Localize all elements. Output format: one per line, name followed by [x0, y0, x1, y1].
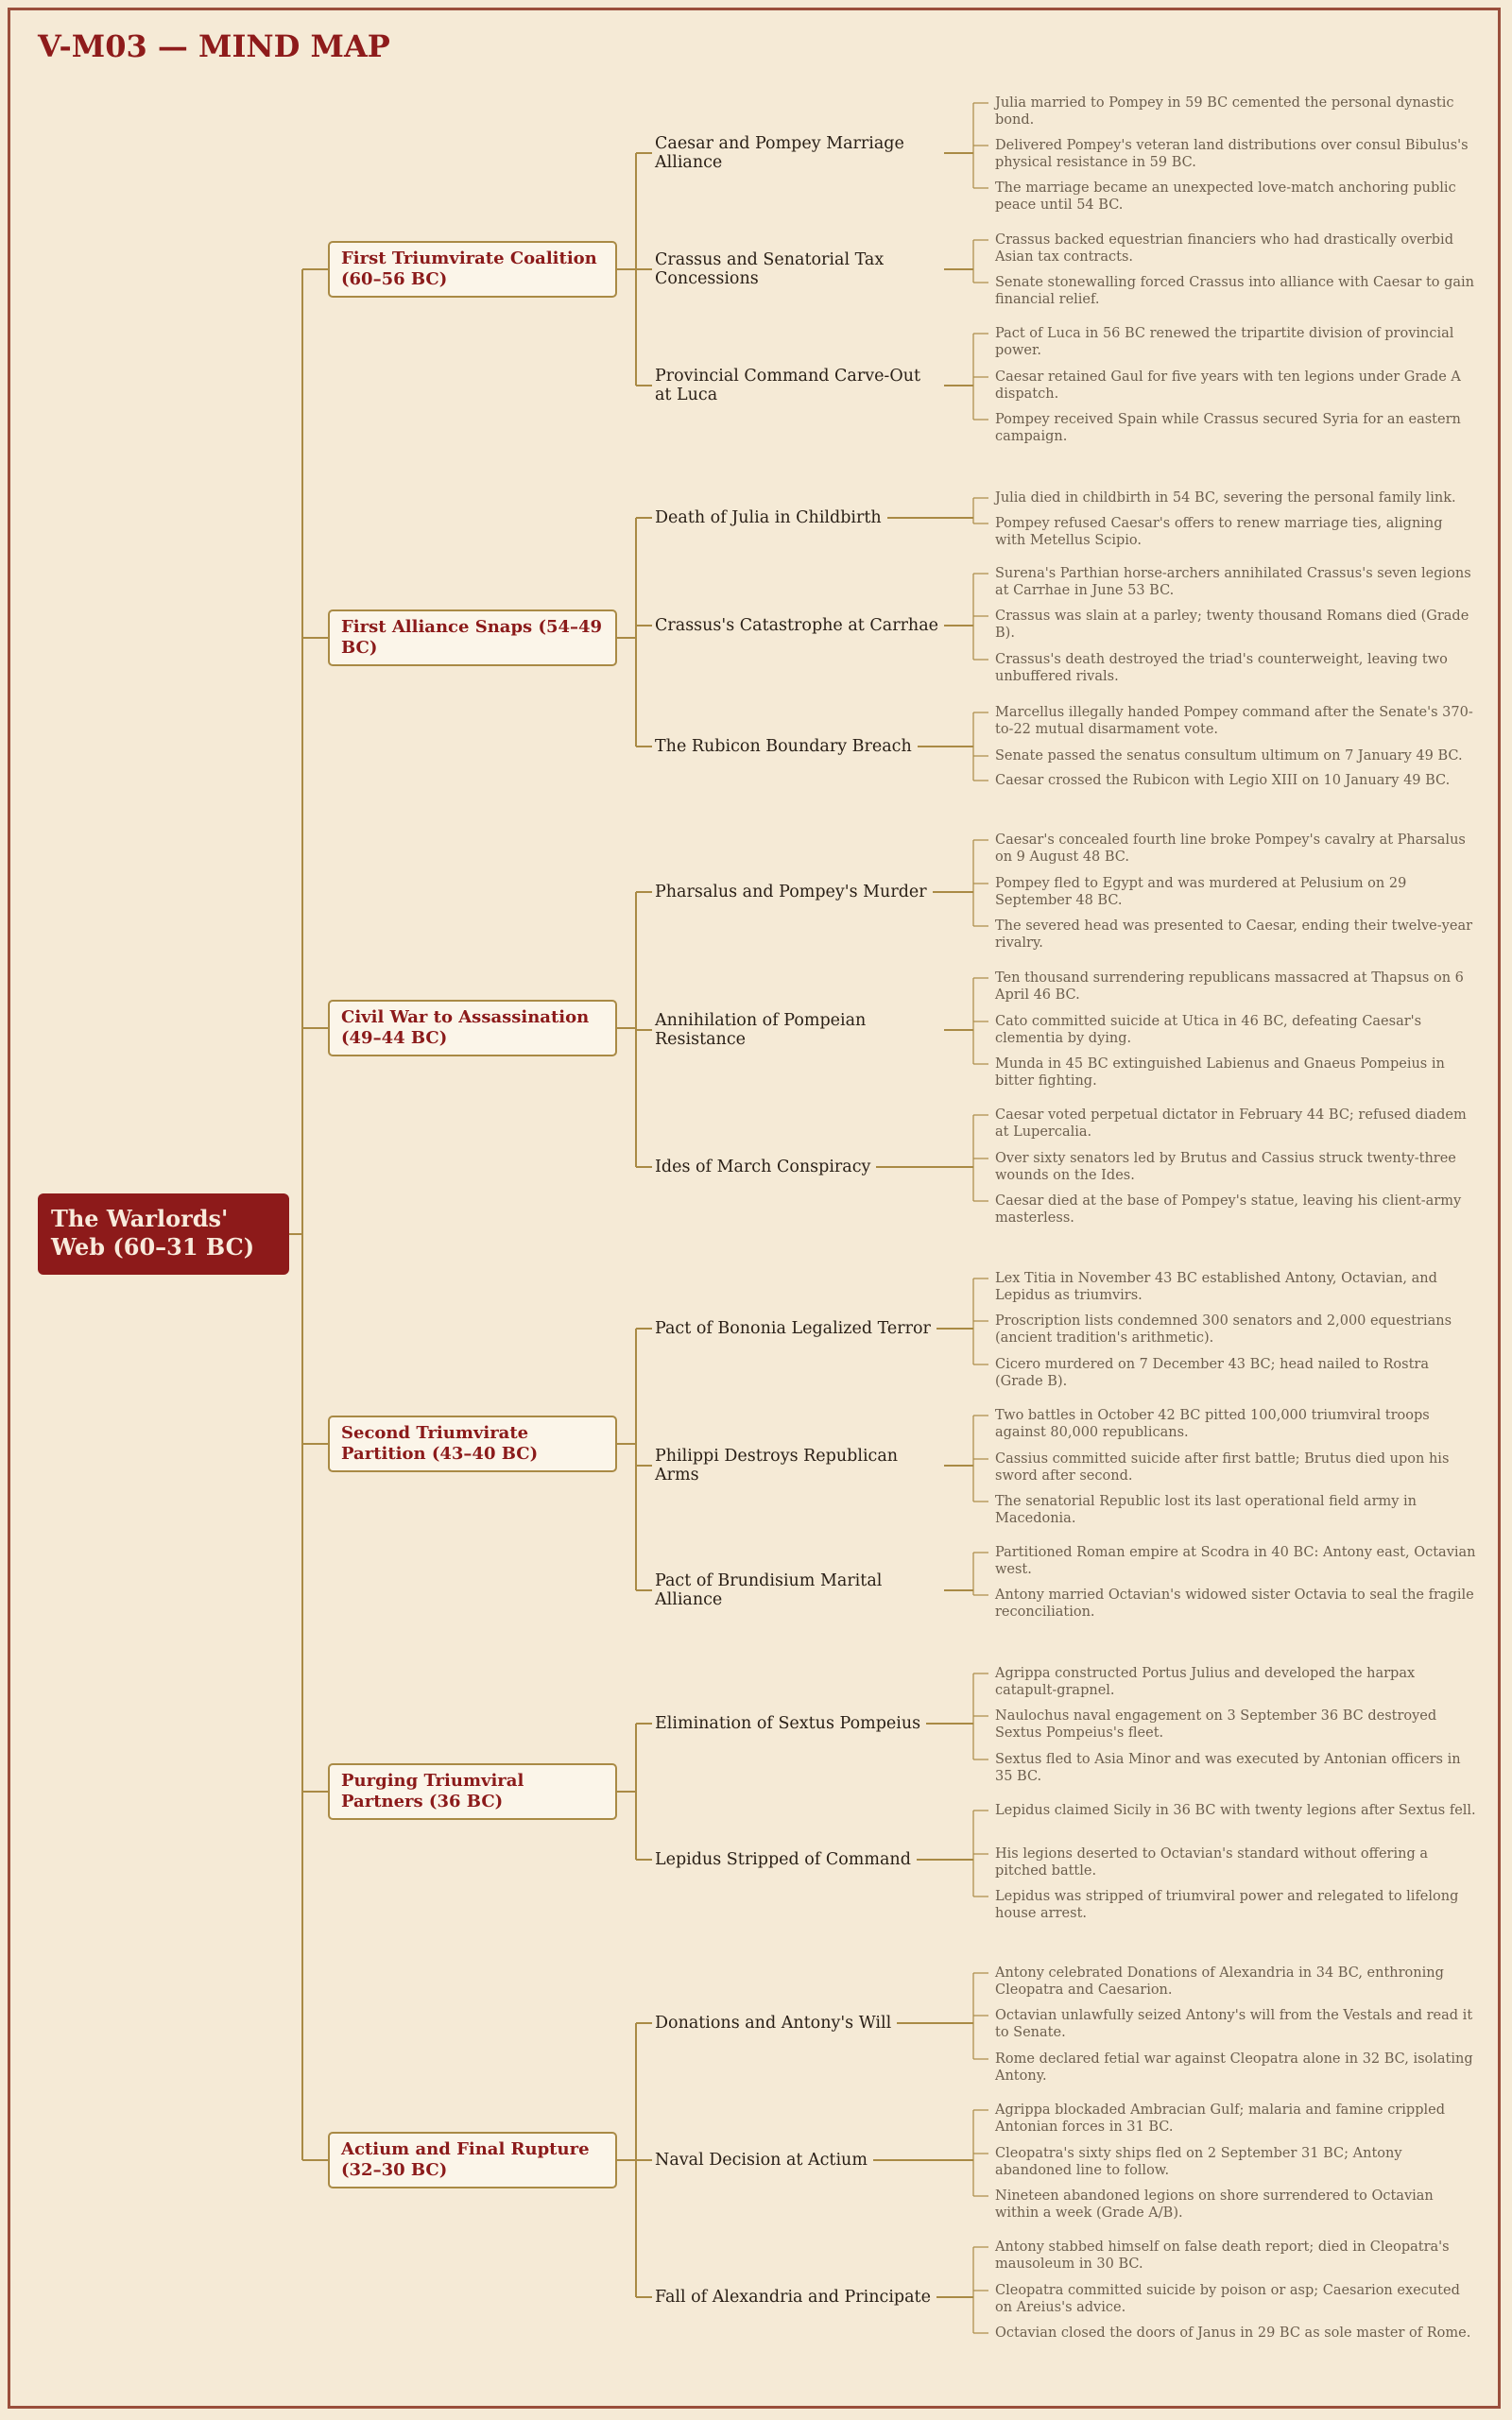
detail-item: Naulochus naval engagement on 3 September 36 BC destroyed Sextus Pompeius's fleet. — [995, 1708, 1437, 1741]
topic-node: Lepidus Stripped of Command — [655, 1850, 911, 1869]
detail-item: Lepidus was stripped of triumviral power and relegated to lifelong house arrest. — [995, 1889, 1459, 1921]
detail-item: Lepidus claimed Sicily in 36 BC with twenty legions after Sextus fell. — [995, 1803, 1476, 1818]
detail-item: Cleopatra committed suicide by poison or asp; Caesarion executed on Areius's advice. — [995, 2283, 1460, 2315]
detail-item: Senate stonewalling forced Crassus into alliance with Caesar to gain financial relief. — [995, 275, 1475, 307]
topic-node: Philippi Destroys Republican Arms — [655, 1447, 899, 1485]
topic-node: Annihilation of Pompeian Resistance — [655, 1011, 867, 1049]
branch-node: First Alliance Snaps (54–49 BC) — [328, 609, 617, 666]
topic-node: Donations and Antony's Will — [655, 2014, 892, 2033]
branch-node: Second Triumvirate Partition (43–40 BC) — [328, 1416, 617, 1472]
root-node: The Warlords' Web (60–31 BC) — [38, 1193, 289, 1275]
detail-item: Pact of Luca in 56 BC renewed the tripartite division of provincial power. — [995, 326, 1454, 358]
detail-item: Cleopatra's sixty ships fled on 2 September 31 BC; Antony abandoned line to follow. — [995, 2146, 1402, 2178]
detail-item: Sextus fled to Asia Minor and was executed by Antonian officers in 35 BC. — [995, 1752, 1461, 1784]
detail-item: Senate passed the senatus consultum ultimum on 7 January 49 BC. — [995, 748, 1463, 764]
topic-node: The Rubicon Boundary Breach — [655, 737, 912, 756]
topic-node: Crassus and Senatorial Tax Concessions — [655, 250, 885, 288]
topic-node: Pact of Brundisium Marital Alliance — [655, 1571, 883, 1609]
detail-item: Surena's Parthian horse-archers annihilated Crassus's seven legions at Carrhae in June 53 BC. — [995, 566, 1471, 598]
topic-node: Provincial Command Carve-Out at Luca — [655, 367, 920, 404]
detail-item: Crassus's death destroyed the triad's counterweight, leaving two unbuffered rivals. — [995, 652, 1448, 684]
detail-item: Caesar's concealed fourth line broke Pompey's cavalry at Pharsalus on 9 August 48 BC. — [995, 832, 1466, 865]
topic-node: Ides of March Conspiracy — [655, 1158, 871, 1176]
branch-node: Purging Triumviral Partners (36 BC) — [328, 1763, 617, 1820]
detail-item: Julia married to Pompey in 59 BC cemented the personal dynastic bond. — [995, 95, 1454, 128]
detail-item: Agrippa blockaded Ambracian Gulf; malaria and famine crippled Antonian forces in 31 BC. — [995, 2102, 1446, 2135]
detail-item: Delivered Pompey's veteran land distributions over consul Bibulus's physical resistance in 59 BC. — [995, 138, 1469, 170]
detail-item: The senatorial Republic lost its last operational field army in Macedonia. — [995, 1494, 1418, 1526]
detail-item: Munda in 45 BC extinguished Labienus and Gnaeus Pompeius in bitter fighting. — [995, 1056, 1445, 1089]
detail-item: Agrippa constructed Portus Julius and developed the harpax catapult-grapnel. — [995, 1666, 1416, 1698]
branch-node: Civil War to Assassination (49–44 BC) — [328, 1000, 617, 1056]
detail-item: Pompey fled to Egypt and was murdered at Pelusium on 29 September 48 BC. — [995, 876, 1407, 908]
branch-node: First Triumvirate Coalition (60–56 BC) — [328, 241, 617, 298]
detail-item: Partitioned Roman empire at Scodra in 40 BC: Antony east, Octavian west. — [995, 1545, 1476, 1577]
detail-item: Julia died in childbirth in 54 BC, severing the personal family link. — [995, 490, 1456, 506]
topic-node: Pharsalus and Pompey's Murder — [655, 883, 927, 901]
detail-item: Nineteen abandoned legions on shore surrendered to Octavian within a week (Grade A/B). — [995, 2188, 1434, 2221]
detail-item: Ten thousand surrendering republicans massacred at Thapsus on 6 April 46 BC. — [995, 970, 1464, 1003]
detail-item: Cicero murdered on 7 December 43 BC; head nailed to Rostra (Grade B). — [995, 1357, 1429, 1389]
detail-item: Marcellus illegally handed Pompey command after the Senate's 370-to-22 mutual disarmament vote. — [995, 705, 1473, 737]
detail-item: Caesar crossed the Rubicon with Legio XIII on 10 January 49 BC. — [995, 773, 1451, 788]
detail-item: Crassus backed equestrian financiers who had drastically overbid Asian tax contracts. — [995, 232, 1453, 265]
detail-item: Antony stabbed himself on false death report; died in Cleopatra's mausoleum in 30 BC. — [995, 2240, 1450, 2272]
detail-item: Crassus was slain at a parley; twenty thousand Romans died (Grade B). — [995, 609, 1469, 641]
detail-item: Pompey refused Caesar's offers to renew marriage ties, aligning with Metellus Scipio. — [995, 516, 1443, 548]
topic-node: Death of Julia in Childbirth — [655, 508, 882, 527]
topic-node: Caesar and Pompey Marriage Alliance — [655, 134, 904, 172]
topic-node: Crassus's Catastrophe at Carrhae — [655, 616, 938, 635]
topic-node: Fall of Alexandria and Principate — [655, 2288, 931, 2307]
detail-item: Caesar voted perpetual dictator in February 44 BC; refused diadem at Lupercalia. — [995, 1107, 1467, 1140]
detail-item: Octavian unlawfully seized Antony's will from the Vestals and read it to Senate. — [995, 2008, 1473, 2040]
detail-item: Over sixty senators led by Brutus and Cassius struck twenty-three wounds on the Ides. — [995, 1151, 1456, 1183]
detail-item: Lex Titia in November 43 BC established Antony, Octavian, and Lepidus as triumvirs. — [995, 1271, 1437, 1303]
detail-item: Two battles in October 42 BC pitted 100,000 triumviral troops against 80,000 republicans. — [995, 1408, 1430, 1440]
detail-item: Antony celebrated Donations of Alexandria in 34 BC, enthroning Cleopatra and Caesarion. — [995, 1965, 1444, 1998]
topic-node: Elimination of Sextus Pompeius — [655, 1714, 921, 1733]
detail-item: The marriage became an unexpected love-match anchoring public peace until 54 BC. — [995, 180, 1456, 213]
page-title: V-M03 — MIND MAP — [38, 28, 390, 64]
branch-node: Actium and Final Rupture (32–30 BC) — [328, 2132, 617, 2188]
detail-item: His legions deserted to Octavian's standard without offering a pitched battle. — [995, 1846, 1428, 1879]
detail-item: Proscription lists condemned 300 senators and 2,000 equestrians (ancient tradition's arithmetic). — [995, 1313, 1452, 1346]
topic-node: Pact of Bononia Legalized Terror — [655, 1319, 931, 1338]
topic-node: Naval Decision at Actium — [655, 2151, 868, 2170]
detail-item: Cassius committed suicide after first battle; Brutus died upon his sword after second. — [995, 1451, 1450, 1484]
detail-item: Octavian closed the doors of Janus in 29 BC as sole master of Rome. — [995, 2326, 1471, 2341]
detail-item: Cato committed suicide at Utica in 46 BC, defeating Caesar's clementia by dying. — [995, 1014, 1422, 1046]
detail-item: Antony married Octavian's widowed sister Octavia to seal the fragile reconciliation. — [995, 1588, 1474, 1620]
detail-item: Pompey received Spain while Crassus secured Syria for an eastern campaign. — [995, 412, 1461, 444]
detail-item: The severed head was presented to Caesar, ending their twelve-year rivalry. — [995, 918, 1473, 951]
detail-item: Rome declared fetial war against Cleopatra alone in 32 BC, isolating Antony. — [995, 2051, 1473, 2084]
detail-item: Caesar died at the base of Pompey's statue, leaving his client-army masterless. — [995, 1193, 1462, 1226]
detail-item: Caesar retained Gaul for five years with ten legions under Grade A dispatch. — [995, 369, 1461, 402]
